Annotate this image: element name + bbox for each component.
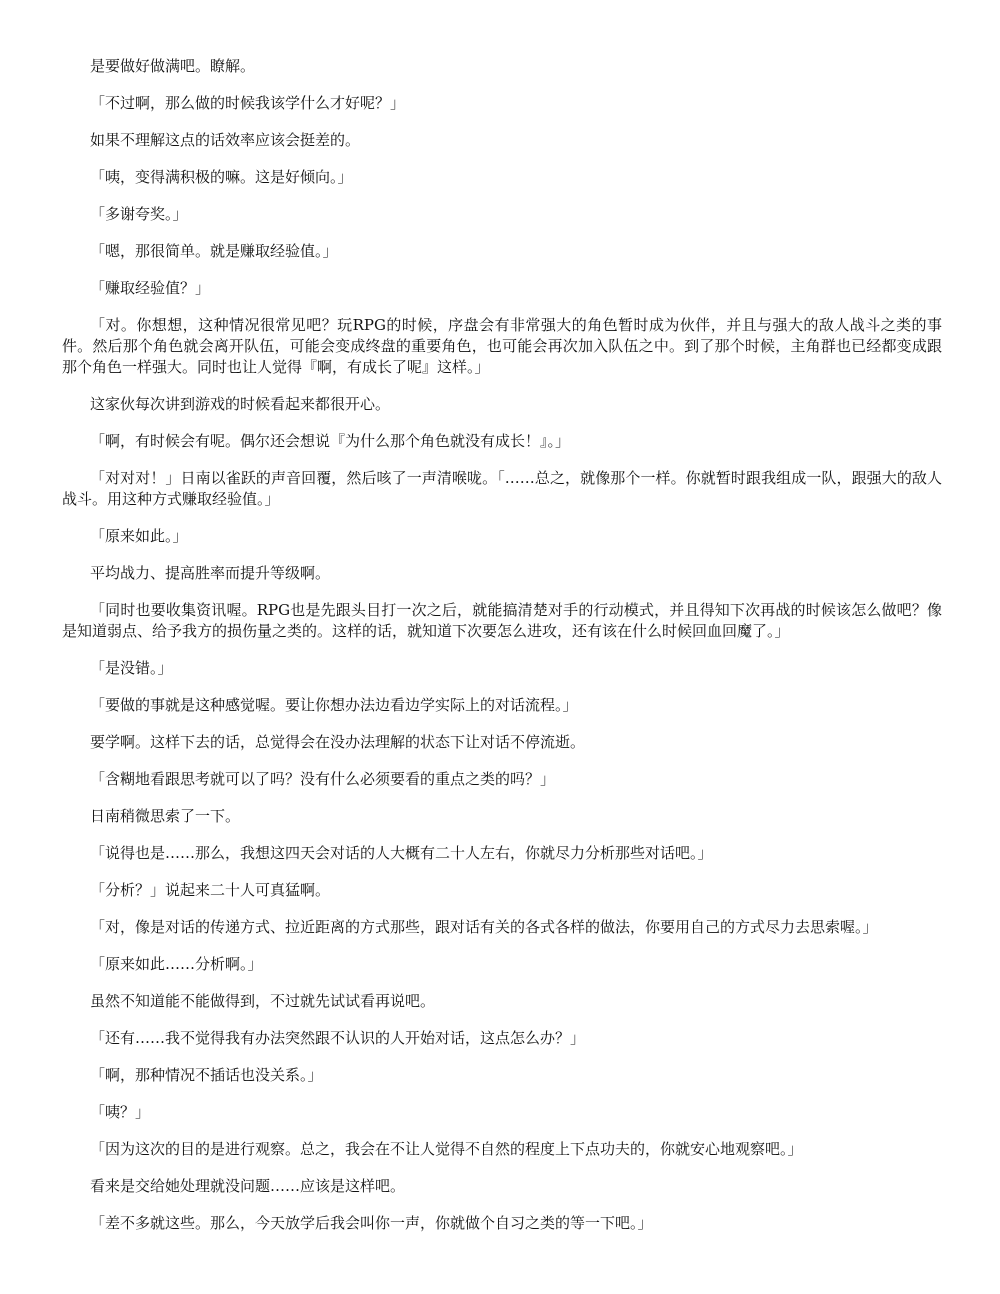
paragraph: 「嗯，那很简单。就是赚取经验值。」 bbox=[90, 242, 338, 260]
paragraph: 「咦？」 bbox=[90, 1103, 151, 1121]
paragraph: 这家伙每次讲到游戏的时候看起来都很开心。 bbox=[90, 395, 391, 413]
paragraph: 是要做好做满吧。瞭解。 bbox=[90, 57, 256, 75]
paragraph: 「啊，有时候会有呢。偶尔还会想说『为什么那个角色就没有成长！』。」 bbox=[90, 432, 571, 450]
paragraph: 「对对对！」日南以雀跃的声音回覆，然后咳了一声清喉咙。「……总之，就像那个一样。你就暂时跟我组成一队，跟强大的敌人战斗。用这种方式赚取经验值。」 bbox=[62, 469, 942, 508]
paragraph: 「咦，变得满积极的嘛。这是好倾向。」 bbox=[90, 168, 353, 186]
paragraph: 「赚取经验值？」 bbox=[90, 279, 211, 297]
paragraph: 日南稍微思索了一下。 bbox=[90, 807, 241, 825]
paragraph: 「多谢夸奖。」 bbox=[90, 205, 188, 223]
paragraph: 「同时也要收集资讯喔。RPG也是先跟头目打一次之后，就能搞清楚对手的行动模式，并且得知下次再战的时候该怎么做吧？像是知道弱点、给予我方的损伤量之类的。这样的话，就知道下次要怎么进攻，还有该在什么时候回血回魔了。」 bbox=[62, 601, 942, 640]
paragraph: 「分析？」说起来二十人可真猛啊。 bbox=[90, 881, 331, 899]
paragraph: 「啊，那种情况不插话也没关系。」 bbox=[90, 1066, 323, 1084]
paragraph: 平均战力、提高胜率而提升等级啊。 bbox=[90, 564, 331, 582]
paragraph: 「原来如此。」 bbox=[90, 527, 188, 545]
paragraph: 「因为这次的目的是进行观察。总之，我会在不让人觉得不自然的程度上下点功夫的，你就安心地观察吧。」 bbox=[90, 1140, 803, 1158]
paragraph: 「要做的事就是这种感觉喔。要让你想办法边看边学实际上的对话流程。」 bbox=[90, 696, 578, 714]
paragraph: 要学啊。这样下去的话，总觉得会在没办法理解的状态下让对话不停流逝。 bbox=[90, 733, 586, 751]
document-page bbox=[62, 56, 942, 1250]
paragraph: 虽然不知道能不能做得到，不过就先试试看再说吧。 bbox=[90, 992, 436, 1010]
paragraph: 看来是交给她处理就没问题……应该是这样吧。 bbox=[90, 1177, 406, 1195]
paragraph: 如果不理解这点的话效率应该会挺差的。 bbox=[90, 131, 361, 149]
paragraph: 「含糊地看跟思考就可以了吗？没有什么必须要看的重点之类的吗？」 bbox=[90, 770, 556, 788]
paragraph: 「差不多就这些。那么，今天放学后我会叫你一声，你就做个自习之类的等一下吧。」 bbox=[90, 1214, 653, 1232]
paragraph: 「对，像是对话的传递方式、拉近距离的方式那些，跟对话有关的各式各样的做法，你要用自己的方式尽力去思索喔。」 bbox=[90, 918, 878, 936]
paragraph: 「不过啊，那么做的时候我该学什么才好呢？」 bbox=[90, 94, 406, 112]
paragraph: 「原来如此……分析啊。」 bbox=[90, 955, 263, 973]
paragraph: 「对。你想想，这种情况很常见吧？玩RPG的时候，序盘会有非常强大的角色暂时成为伙伴，并且与强大的敌人战斗之类的事件。然后那个角色就会离开队伍，可能会变成终盘的重要角色，也可能会再次加入队伍之中。到了那个时候，主角群也已经都变成跟那个角色一样强大。同时也让人觉得『啊，有成长了呢』这样。」 bbox=[62, 316, 942, 376]
paragraph: 「还有……我不觉得我有办法突然跟不认识的人开始对话，这点怎么办？」 bbox=[90, 1029, 586, 1047]
paragraph: 「说得也是……那么，我想这四天会对话的人大概有二十人左右，你就尽力分析那些对话吧。」 bbox=[90, 844, 713, 862]
paragraph: 「是没错。」 bbox=[90, 659, 173, 677]
